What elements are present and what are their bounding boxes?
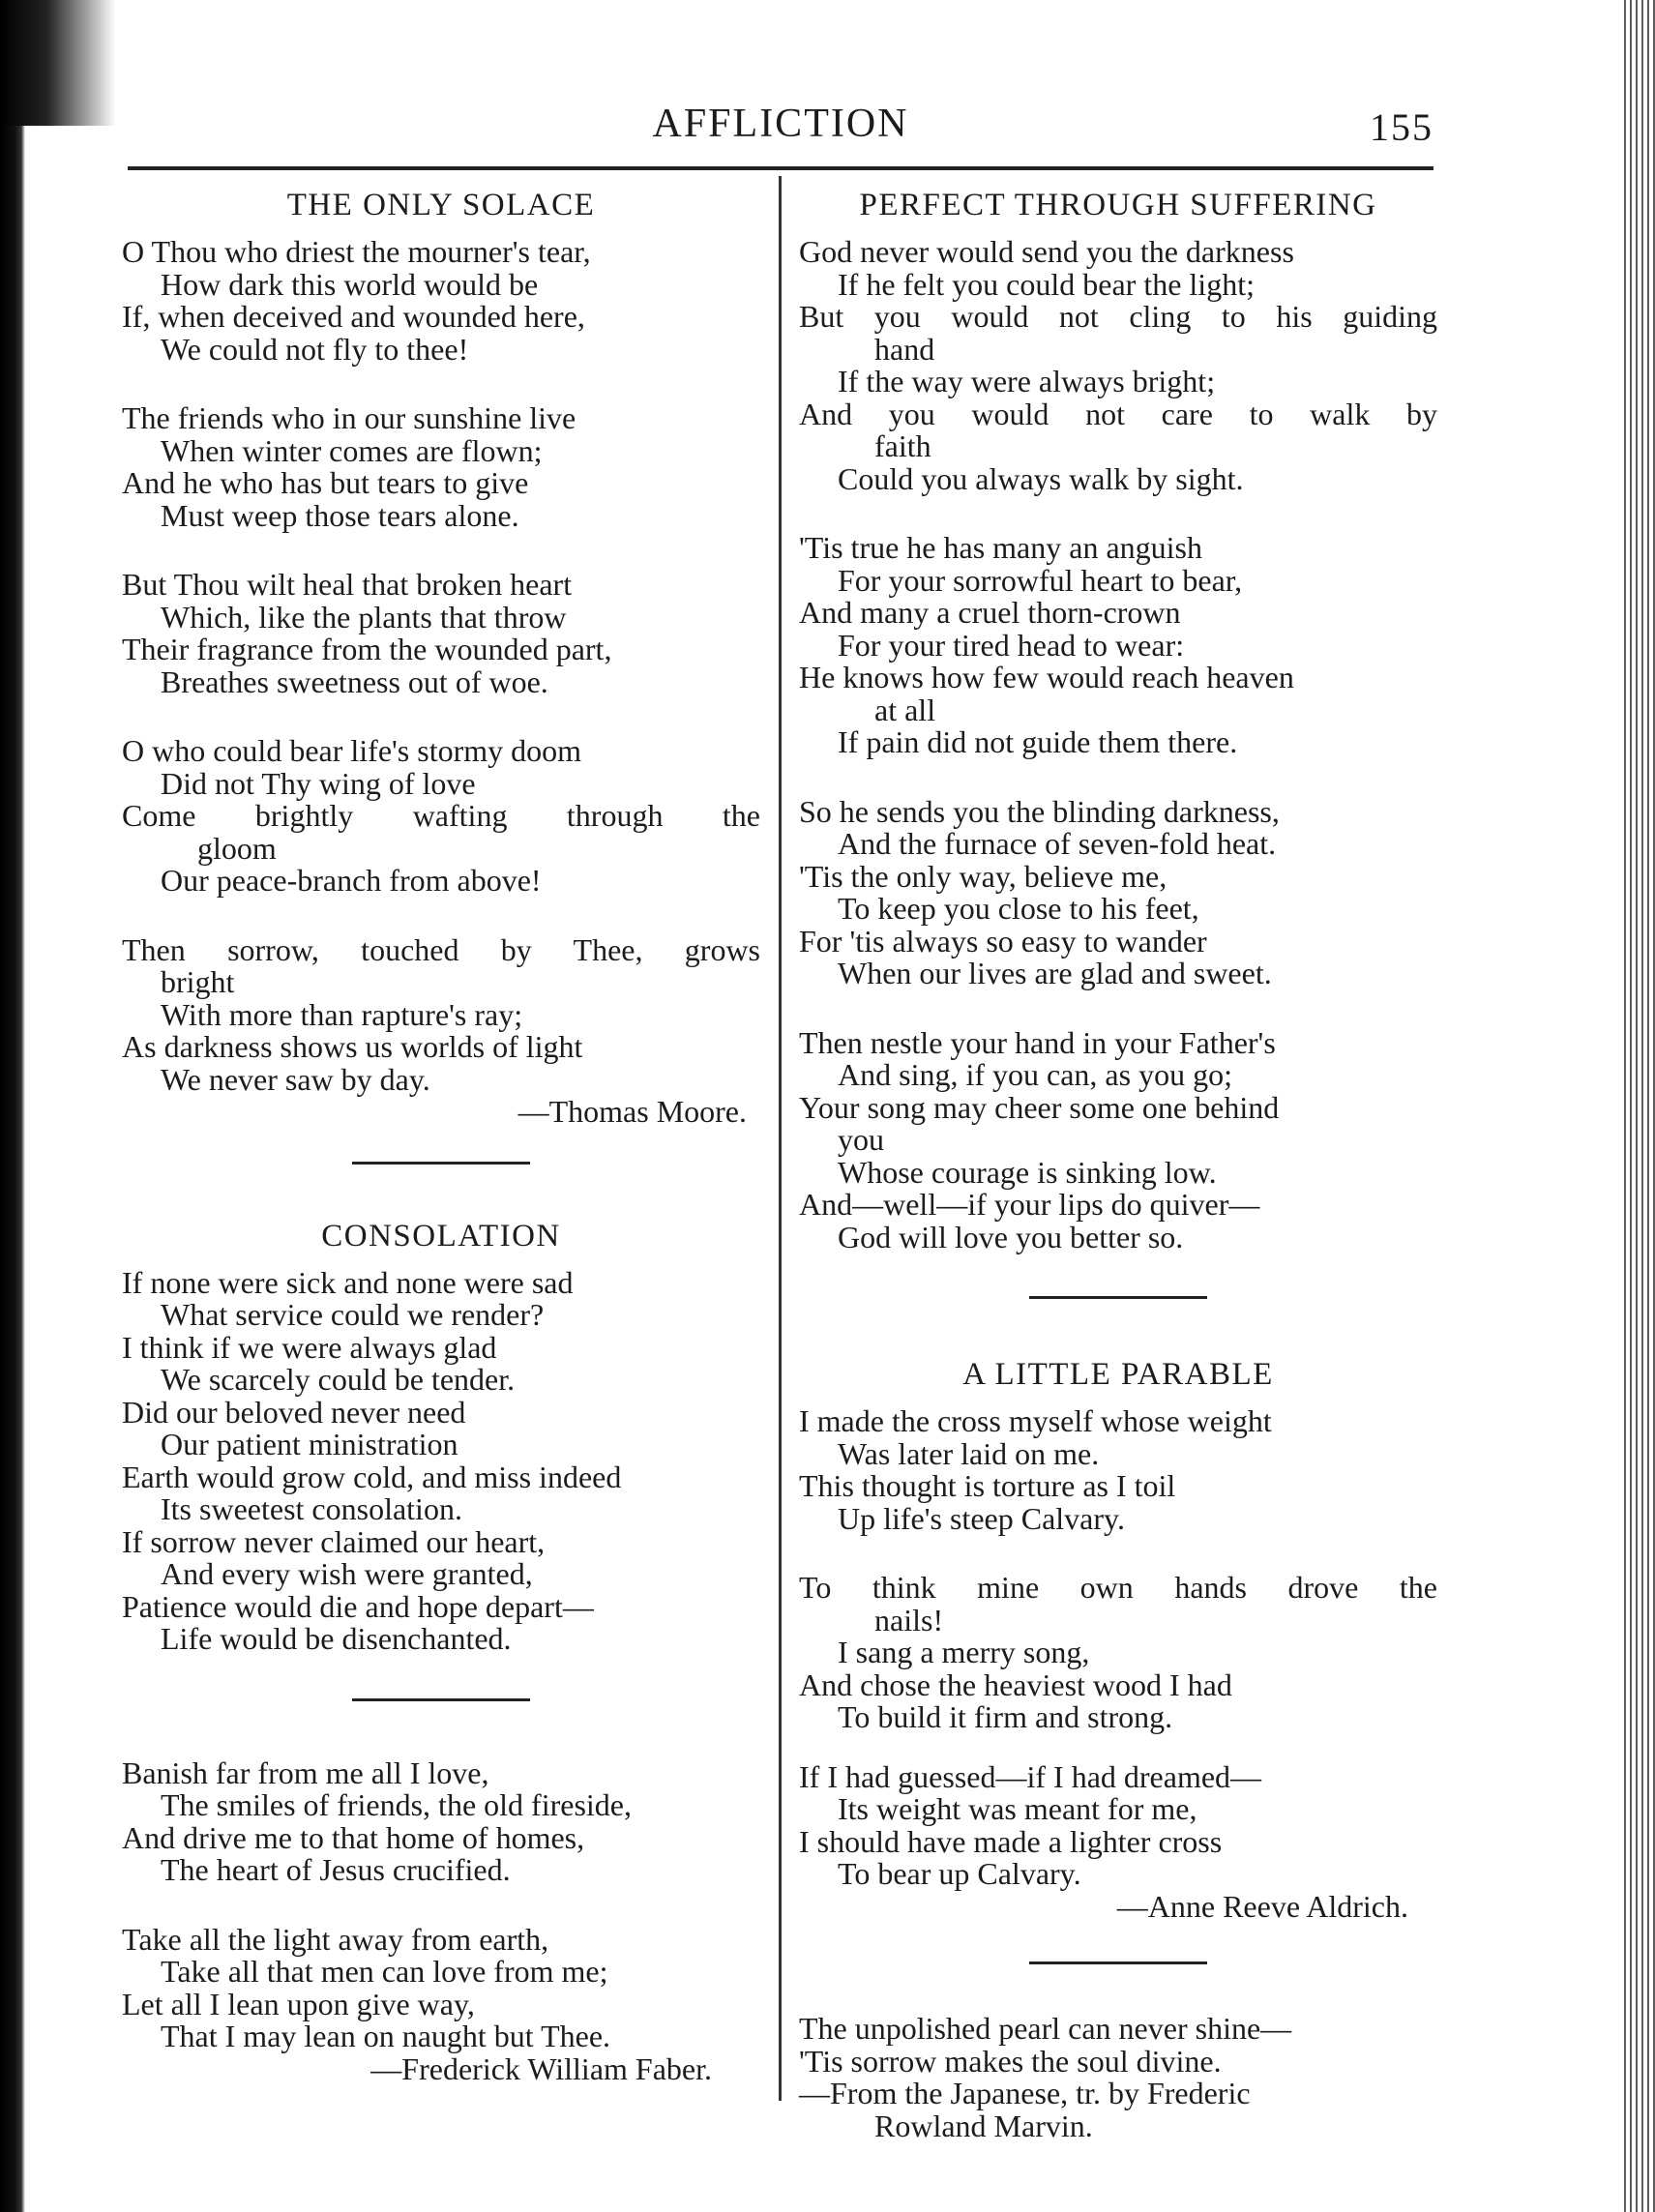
verse-line: But Thou wilt heal that broken heart: [122, 567, 573, 602]
stanza: [799, 793, 1437, 990]
stanza: [122, 931, 760, 1097]
verse-line: I sang a merry song,: [838, 1635, 1090, 1669]
verse-line: Come brightly wafting through the: [122, 798, 760, 833]
verse-line: The heart of Jesus crucified.: [161, 1852, 511, 1887]
verse-line: Must weep those tears alone.: [161, 497, 519, 533]
poem-perfect-through-suffering: [799, 190, 1437, 1253]
attribution: —Anne Reeve Aldrich.: [1116, 1888, 1408, 1924]
poem-title: THE ONLY SOLACE: [286, 188, 596, 222]
stanza: [122, 1757, 760, 1887]
verse-line: 'Tis true he has many an anguish: [799, 530, 1202, 565]
verse-line: I should have made a lighter cross: [799, 1823, 1223, 1859]
verse-line: What service could we render?: [161, 1297, 545, 1332]
verse-line: 'Tis sorrow makes the soul divine.: [799, 2043, 1222, 2079]
verse-line: And the furnace of seven-fold heat.: [838, 826, 1277, 861]
verse-line: God will love you better so.: [838, 1219, 1184, 1254]
verse-line: Did not Thy wing of love: [161, 765, 476, 801]
verse-line: Your song may cheer some one behind: [799, 1089, 1280, 1125]
verse-line: To keep you close to his feet,: [838, 891, 1199, 926]
verse-line: Take all the light away from earth,: [122, 1921, 549, 1957]
verse-line: We never saw by day.: [161, 1061, 430, 1097]
running-head: [128, 97, 1433, 155]
attribution-continued: Rowland Marvin.: [874, 2108, 1093, 2143]
stanza: [122, 1264, 760, 1656]
verse-line-runover: hand: [874, 331, 935, 367]
verse-line: The friends who in our sunshine live: [122, 400, 576, 435]
verse-line: Which, like the plants that throw: [161, 599, 567, 634]
stanza: [799, 1405, 1437, 1535]
book-spine-shadow-top: [0, 0, 116, 126]
stanza: [799, 1024, 1437, 1254]
right-column: [799, 184, 1437, 2142]
section-separator: [352, 1162, 530, 1165]
left-column: [122, 184, 760, 2085]
verse-line: Then nestle your hand in your Father's: [799, 1024, 1276, 1060]
verse-line: When winter comes are flown;: [161, 432, 543, 468]
attribution: —Thomas Moore.: [517, 1094, 747, 1129]
verse-line-runover: bright: [161, 964, 235, 999]
verse-line: If none were sick and none were sad: [122, 1264, 574, 1300]
verse-line: Earth would grow cold, and miss indeed: [122, 1459, 622, 1494]
page-number: 155: [1370, 105, 1433, 149]
column-divider: [779, 176, 782, 2101]
verse-line: The unpolished pearl can never shine—: [799, 2011, 1292, 2046]
verse-line-runover: at all: [874, 692, 936, 727]
epigram-unpolished-pearl: [799, 2013, 1437, 2142]
verse-line: And drive me to that home of homes,: [122, 1819, 585, 1855]
verse-line: We could not fly to thee!: [161, 331, 469, 367]
verse-line: O Thou who driest the mourner's tear,: [122, 234, 591, 269]
verse-line: 'Tis the only way, believe me,: [799, 858, 1167, 894]
verse-line: If sorrow never claimed our heart,: [122, 1523, 546, 1559]
stanza: [799, 532, 1437, 759]
verse-line: Life would be disenchanted.: [161, 1621, 512, 1656]
poem-the-only-solace: [122, 190, 760, 1129]
stanza: [122, 236, 760, 366]
verse-line: I made the cross myself whose weight: [799, 1403, 1272, 1438]
section-separator: [352, 1698, 530, 1701]
verse-line: Our patient ministration: [161, 1427, 458, 1461]
verse-line: To think mine own hands drove the: [799, 1570, 1437, 1605]
verse-line: Their fragrance from the wounded part,: [122, 632, 612, 666]
verse-line: As darkness shows us worlds of light: [122, 1029, 583, 1064]
stanza: [799, 1572, 1437, 1734]
verse-line-runover: nails!: [874, 1602, 944, 1637]
verse-line: For your tired head to wear:: [838, 627, 1185, 663]
verse-line: And you would not care to walk by: [799, 396, 1437, 431]
verse-line: And every wish were granted,: [161, 1556, 533, 1591]
verse-line: The smiles of friends, the old fireside,: [161, 1787, 632, 1822]
poem-title: A LITTLE PARABLE: [962, 1357, 1274, 1392]
verse-line: He knows how few would reach heaven: [799, 660, 1294, 694]
running-title: AFFLICTION: [652, 102, 909, 146]
verse-line: Our peace-branch from above!: [161, 863, 542, 898]
verse-line: I think if we were always glad: [122, 1329, 497, 1365]
verse-line: If pain did not guide them there.: [838, 724, 1238, 759]
verse-line: We scarcely could be tender.: [161, 1362, 516, 1397]
section-separator: [1029, 1296, 1207, 1299]
stanza: [122, 735, 760, 898]
attribution: —Frederick William Faber.: [370, 2050, 712, 2086]
stanza: [122, 569, 760, 698]
verse-line: God never would send you the darkness: [799, 234, 1294, 269]
verse-line: If I had guessed—if I had dreamed—: [799, 1758, 1262, 1794]
verse-line: For 'tis always so easy to wander: [799, 923, 1207, 959]
verse-line: Up life's steep Calvary.: [838, 1500, 1125, 1536]
verse-line: That I may lean on naught but Thee.: [161, 2019, 611, 2053]
verse-line: When our lives are glad and sweet.: [838, 956, 1272, 990]
verse-line: For your sorrowful heart to bear,: [838, 562, 1243, 598]
verse-line: And many a cruel thorn-crown: [799, 595, 1181, 630]
page-edge: [1620, 0, 1655, 2212]
verse-line: If the way were always bright;: [838, 364, 1216, 398]
verse-line: Take all that men can love from me;: [161, 1954, 608, 1989]
stanza: [799, 1758, 1437, 1891]
verse-line-runover: faith: [874, 428, 931, 463]
stanza: [122, 1921, 760, 2053]
poem-title: PERFECT THROUGH SUFFERING: [859, 188, 1377, 222]
verse-line: Banish far from me all I love,: [122, 1755, 489, 1790]
verse-line: To bear up Calvary.: [838, 1856, 1081, 1891]
verse-line: And he who has but tears to give: [122, 465, 529, 500]
verse-line: And chose the heaviest wood I had: [799, 1666, 1232, 1702]
verse-line: Breathes sweetness out of woe.: [161, 664, 548, 699]
verse-line: Its weight was meant for me,: [838, 1791, 1197, 1826]
verse-line: With more than rapture's ray;: [161, 996, 523, 1032]
verse-line: Patience would die and hope depart—: [122, 1588, 594, 1624]
stanza: [122, 402, 760, 532]
poem-a-little-parable: [799, 1359, 1437, 1923]
verse-line: So he sends you the blinding darkness,: [799, 793, 1280, 829]
verse-line: O who could bear life's stormy doom: [122, 733, 582, 768]
verse-line: Could you always walk by sight.: [838, 460, 1244, 496]
verse-line: Whose courage is sinking low.: [838, 1154, 1217, 1190]
section-separator: [1029, 1961, 1207, 1964]
stanza: [799, 236, 1437, 495]
verse-line: Did our beloved never need: [122, 1394, 466, 1430]
poem-title: CONSOLATION: [321, 1218, 561, 1253]
poem-banish: [122, 1757, 760, 2086]
verse-line: Was later laid on me.: [838, 1435, 1100, 1471]
verse-line: To build it firm and strong.: [838, 1699, 1173, 1734]
poem-consolation: [122, 1218, 760, 1656]
verse-line: This thought is torture as I toil: [799, 1468, 1176, 1503]
verse-line: If he felt you could bear the light;: [838, 266, 1255, 302]
verse-line-runover: gloom: [197, 830, 277, 866]
verse-line: Its sweetest consolation.: [161, 1491, 462, 1526]
verse-line: How dark this world would be: [161, 266, 539, 302]
verse-line: And sing, if you can, as you go;: [838, 1057, 1232, 1092]
header-rule: [128, 166, 1433, 170]
verse-line: Then sorrow, touched by Thee, grows: [122, 931, 760, 967]
attribution: —From the Japanese, tr. by Frederic: [799, 2076, 1251, 2110]
verse-line: But you would not cling to his guiding: [799, 299, 1437, 334]
verse-line: And—well—if your lips do quiver—: [799, 1187, 1260, 1222]
verse-line-runover: you: [838, 1122, 884, 1157]
verse-line: If, when deceived and wounded here,: [122, 299, 585, 334]
book-spine-shadow: [0, 0, 25, 2212]
verse-line: Let all I lean upon give way,: [122, 1986, 475, 2021]
